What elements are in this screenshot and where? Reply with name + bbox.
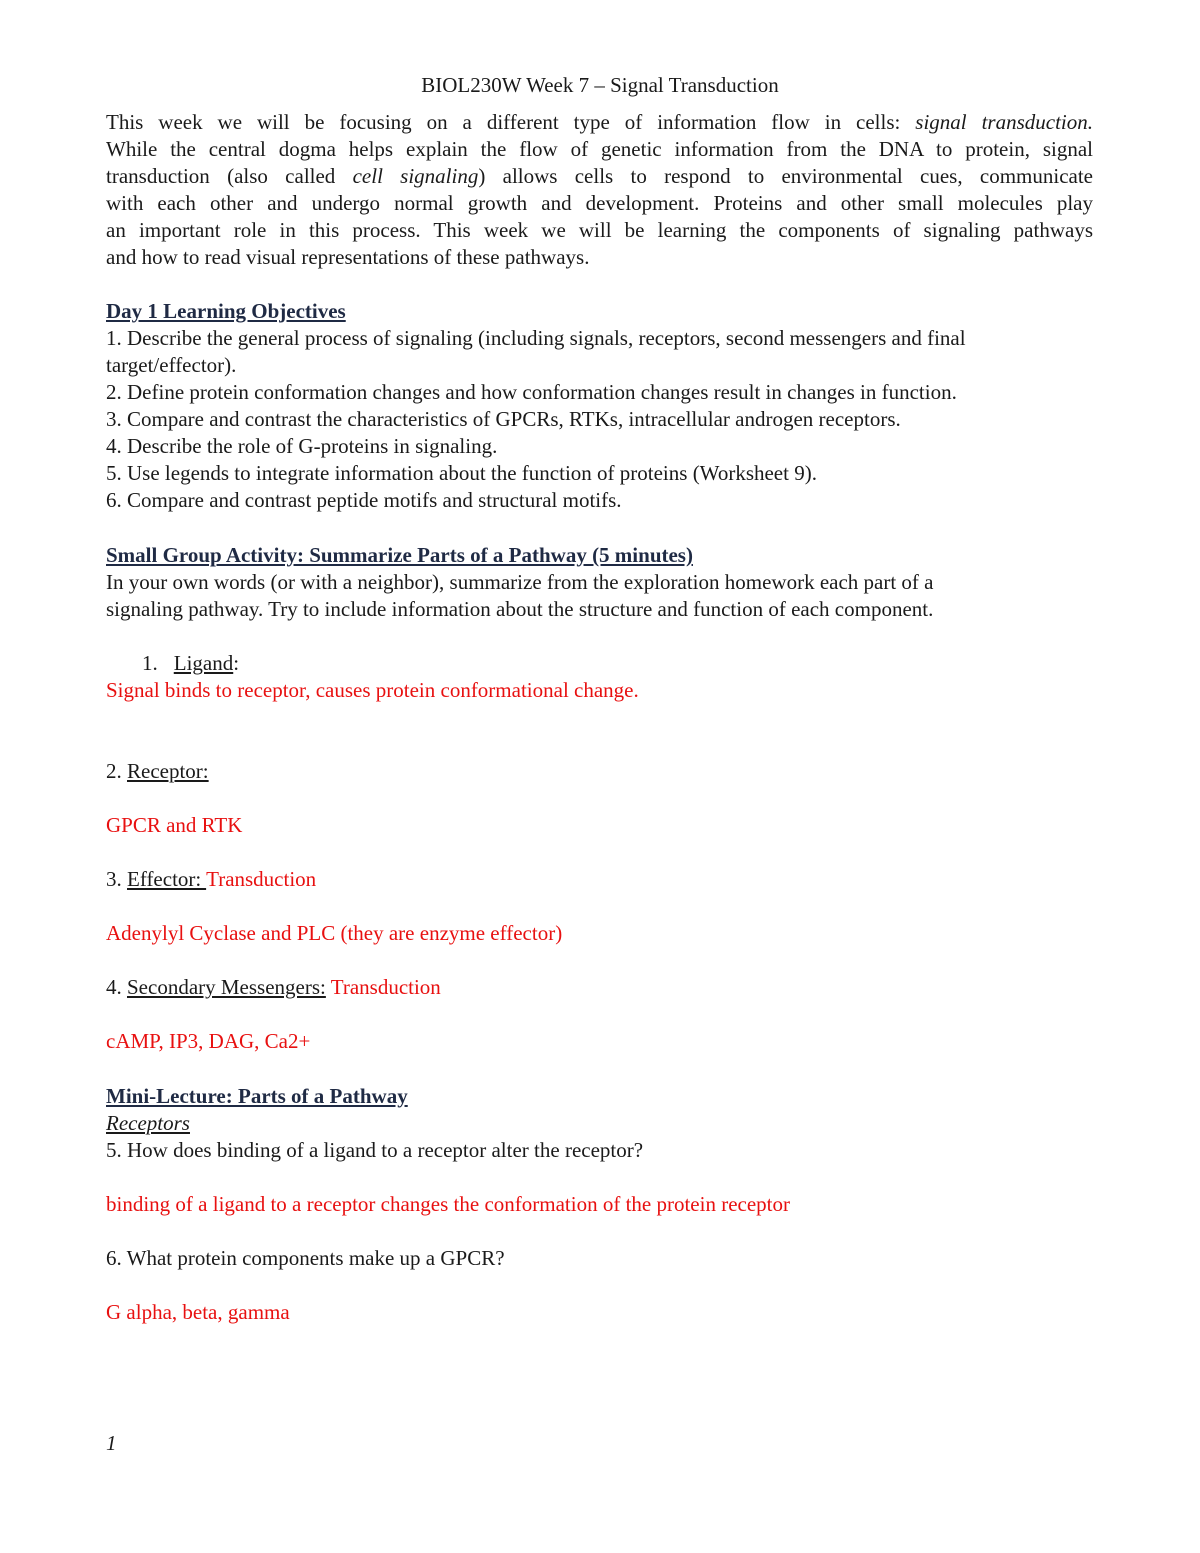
intro-line-4: with each other and undergo normal growth and development. Proteins and other small molecules play (106, 191, 1093, 215)
objective-item: 1. Describe the general process of signaling (including signals, receptors, second messengers and final (106, 326, 966, 350)
objective-item: 3. Compare and contrast the characteristics of GPCRs, RTKs, intracellular androgen receptors. (106, 407, 901, 431)
objective-item: 5. Use legends to integrate information about the function of proteins (Worksheet 9). (106, 461, 817, 485)
answer-6: G alpha, beta, gamma (106, 1300, 290, 1324)
intro-line-5: an important role in this process. This week we will be learning the components of signaling pathways (106, 218, 1093, 242)
objective-item: target/effector). (106, 353, 237, 377)
answer-5: binding of a ligand to a receptor changes the conformation of the protein receptor (106, 1192, 790, 1216)
emphasis-signal-transduction: signal transduction. (915, 110, 1094, 134)
answer-receptor: GPCR and RTK (106, 813, 243, 837)
intro-line-1: This week we will be focusing on a different type of information flow in cells: signal transduction. (106, 110, 1094, 134)
objective-item: 2. Define protein conformation changes and how conformation changes result in changes in function. (106, 380, 957, 404)
activity-instructions-line-2: signaling pathway. Try to include information about the structure and function of each component. (106, 597, 934, 621)
emphasis-cell-signaling: cell signaling (352, 164, 479, 188)
lecture-subheading: Receptors (106, 1111, 190, 1135)
answer-ligand: Signal binds to receptor, causes protein conformational change. (106, 678, 639, 702)
question-ligand: 1. Ligand: (142, 651, 240, 675)
lecture-heading: Mini-Lecture: Parts of a Pathway (106, 1084, 408, 1108)
page-number: 1 (106, 1431, 117, 1455)
question-effector: 3. Effector: Transduction (106, 867, 317, 891)
objectives-heading: Day 1 Learning Objectives (106, 299, 346, 323)
page-title: BIOL230W Week 7 – Signal Transduction (421, 73, 779, 97)
question-second-messengers: 4. Secondary Messengers: Transduction (106, 975, 441, 999)
question-receptor: 2. Receptor: (106, 759, 209, 783)
intro-line-2: While the central dogma helps explain the flow of genetic information from the DNA to protein, signal (106, 137, 1093, 161)
answer-second-messengers: cAMP, IP3, DAG, Ca2+ (106, 1029, 311, 1053)
activity-heading: Small Group Activity: Summarize Parts of a Pathway (5 minutes) (106, 543, 693, 567)
question-5: 5. How does binding of a ligand to a receptor alter the receptor? (106, 1138, 644, 1162)
objective-item: 6. Compare and contrast peptide motifs and structural motifs. (106, 488, 622, 512)
intro-line-3: transduction (also called cell signaling) allows cells to respond to environmental cues, communicate (106, 164, 1093, 188)
intro-line-6: and how to read visual representations of these pathways. (106, 245, 590, 269)
objective-item: 4. Describe the role of G-proteins in signaling. (106, 434, 498, 458)
activity-instructions-line-1: In your own words (or with a neighbor), summarize from the exploration homework each part of a (106, 570, 934, 594)
question-6: 6. What protein components make up a GPCR? (106, 1246, 505, 1270)
answer-effector: Adenylyl Cyclase and PLC (they are enzyme effector) (106, 921, 563, 945)
